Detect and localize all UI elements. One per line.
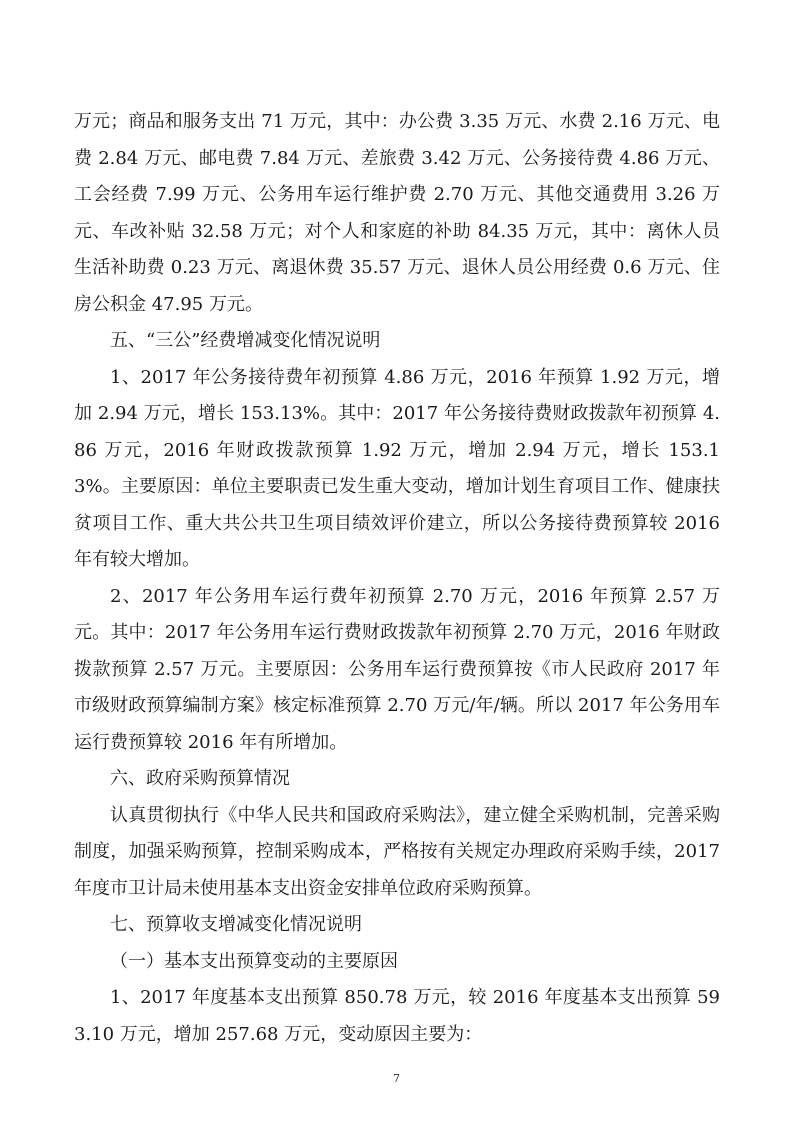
page-number: 7 — [393, 1072, 400, 1085]
section-heading-three-public: 五、“三公”经费增减变化情况说明 — [110, 330, 381, 351]
paragraph-procurement: 认真贯彻执行《中华人民共和国政府采购法》，建立健全采购机制，完善采购制度，加强采购预算，控制采购成本，严格按有关规定办理政府采购手续，2017 年度市卫计局未使用基本支出资金安排单位政府采购预算。 — [74, 804, 720, 899]
section-heading-procurement: 六、政府采购预算情况 — [110, 768, 290, 789]
document-body — [74, 104, 720, 1053]
paragraph-basic-expenditure: 1、2017 年度基本支出预算 850.78 万元，较 2016 年度基本支出预算 593.10 万元，增加 257.68 万元，变动原因主要为： — [74, 987, 720, 1045]
paragraph-vehicle-expense: 2、2017 年公务用车运行费年初预算 2.70 万元，2016 年预算 2.57 万元。其中：2017 年公务用车运行费财政拨款年初预算 2.70 万元，2016 年财政拨款预算 2.57 万元。主要原因：公务用车运行费预算按《市人民政府 2017 年市级财政预算编制方案》核定标准预算 2.70 万元/年/辆。所以 2017 年公务用车运行费预算较 2016 年有所增加。 — [74, 585, 720, 753]
section-heading-budget-changes: 七、预算收支增减变化情况说明 — [110, 914, 362, 935]
paragraph-expenditure-details: 万元；商品和服务支出 71 万元，其中：办公费 3.35 万元、水费 2.16 万元、电费 2.84 万元、邮电费 7.84 万元、差旅费 3.42 万元、公务接待费 4.86 万元、工会经费 7.99 万元、公务用车运行维护费 2.70 万元、其他交通费用 3.26 万元、车改补贴 32.58 万元；对个人和家庭的补助 84.35 万元，其中：离休人员生活补助费 0.23 万元、离退休费 35.57 万元、退休人员公用经费 0.6 万元、住房公积金 47.95 万元。 — [74, 111, 720, 315]
paragraph-reception-expense: 1、2017 年公务接待费年初预算 4.86 万元，2016 年预算 1.92 万元，增加 2.94 万元，增长 153.13%。其中：2017 年公务接待费财政拨款年初预算 4.86 万元，2016 年财政拨款预算 1.92 万元，增加 2.94 万元，增长 153.13%。主要原因：单位主要职责已发生重大变动，增加计划生育项目工作、健康扶贫项目工作、重大共公共卫生项目绩效评价建立，所以公务接待费预算较 2016 年有较大增加。 — [74, 366, 720, 570]
subsection-heading-basic-expenditure: （一）基本支出预算变动的主要原因 — [110, 950, 398, 972]
